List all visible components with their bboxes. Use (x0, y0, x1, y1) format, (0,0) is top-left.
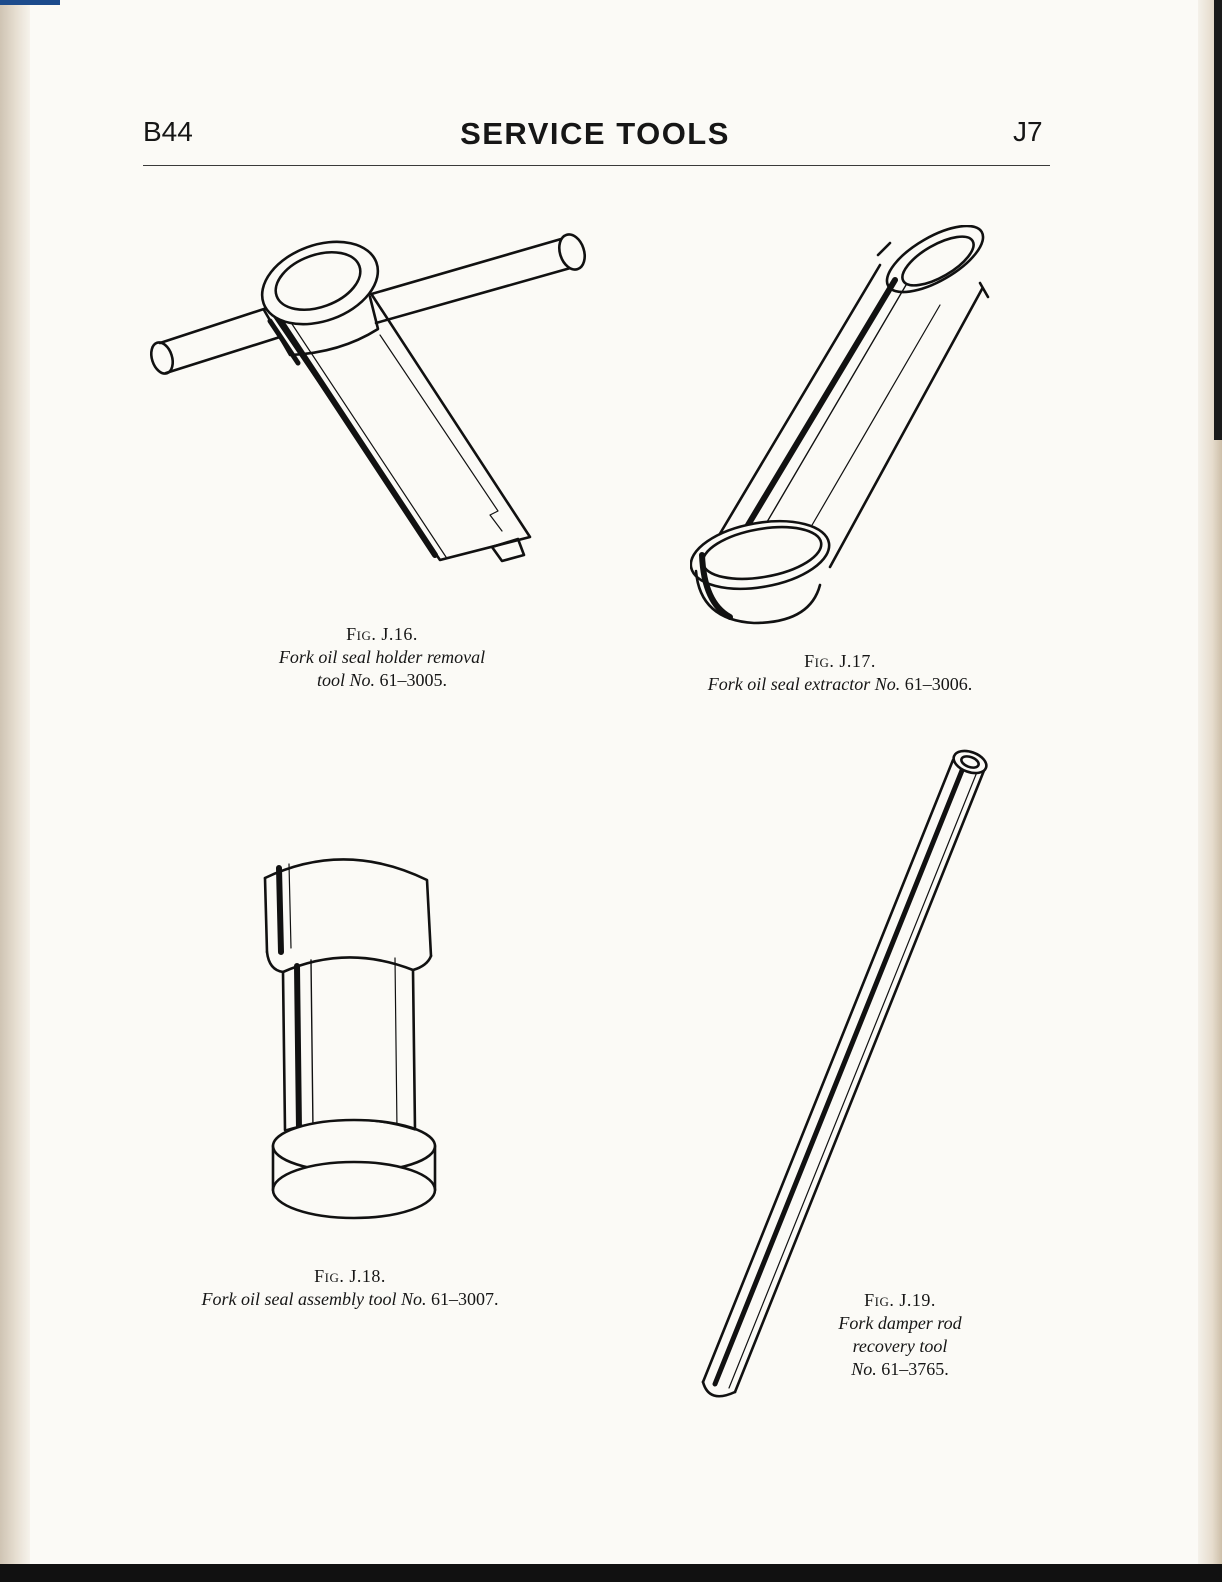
tool-number: 61–3007. (431, 1289, 499, 1309)
caption-line: Fork oil seal extractor (707, 674, 871, 694)
caption-j18 (145, 1265, 555, 1311)
caption-label: Fig. J.16. (346, 624, 418, 644)
tool-number: 61–3765. (881, 1359, 949, 1379)
caption-no-label: No. (400, 1289, 427, 1309)
caption-j17 (640, 650, 1040, 696)
slotted-tube-extractor-icon (690, 225, 1000, 625)
caption-j16 (232, 623, 532, 692)
caption-no-label: No. (349, 670, 376, 690)
scan-corner-mark (0, 0, 60, 5)
caption-no-label: No. (874, 674, 901, 694)
page-title: SERVICE TOOLS (460, 116, 730, 151)
tool-number: 61–3006. (904, 674, 973, 694)
caption-line: Fork damper rod (838, 1313, 962, 1333)
caption-label: Fig. J.19. (864, 1290, 936, 1310)
scan-binding-shadow (1214, 0, 1222, 440)
caption-line: tool (316, 670, 345, 690)
header-rule (143, 165, 1050, 166)
caption-label: Fig. J.17. (804, 651, 876, 671)
section-code: B44 (143, 116, 193, 147)
caption-j19 (800, 1289, 1000, 1381)
scan-left-edge (0, 0, 30, 1582)
caption-line: Fork oil seal holder removal (278, 647, 486, 667)
caption-no-label: No. (851, 1359, 877, 1379)
caption-line: Fork oil seal assembly tool (201, 1289, 397, 1309)
caption-label: Fig. J.18. (314, 1266, 386, 1286)
t-handle-socket-tool-icon (140, 225, 600, 610)
page-number: J7 (1013, 116, 1043, 147)
scan-bottom-edge (0, 1564, 1222, 1582)
stepped-cylinder-drift-icon (255, 848, 455, 1228)
tool-number: 61–3005. (379, 670, 448, 690)
caption-line: recovery tool (852, 1336, 948, 1356)
